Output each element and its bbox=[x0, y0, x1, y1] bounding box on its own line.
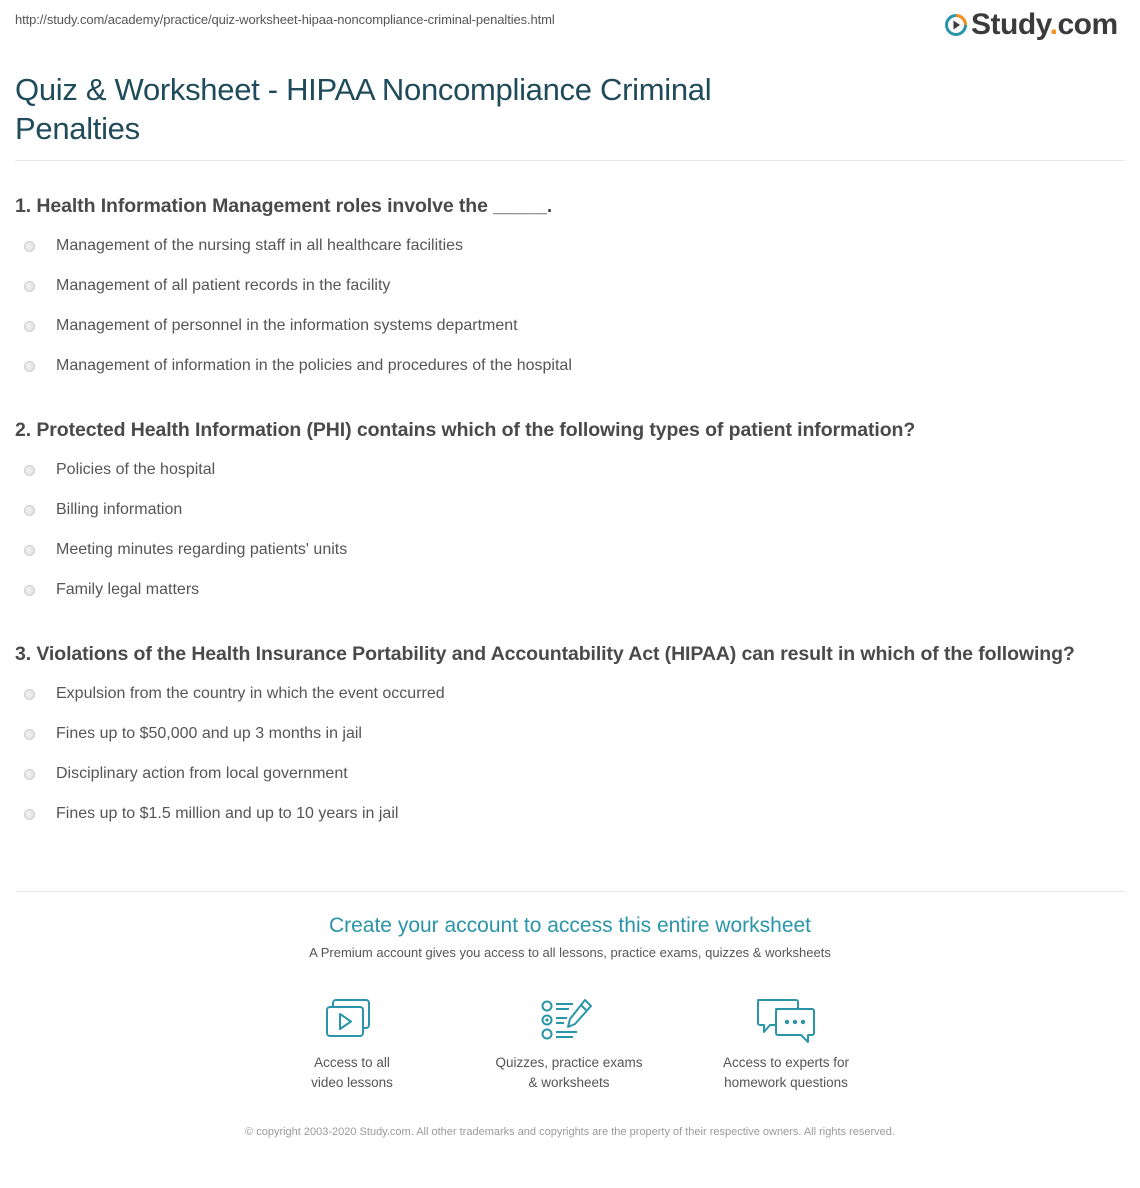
answer-option[interactable] bbox=[15, 346, 1105, 386]
answer-option[interactable] bbox=[15, 490, 1105, 530]
chat-bubbles-icon bbox=[754, 996, 818, 1046]
option-label: Billing information bbox=[56, 501, 183, 518]
logo-name: Study bbox=[971, 8, 1050, 41]
answer-options bbox=[15, 226, 1105, 386]
answer-option[interactable] bbox=[15, 226, 1105, 266]
answer-option[interactable] bbox=[15, 530, 1105, 570]
radio-button[interactable] bbox=[24, 689, 35, 700]
feature-label-line1: Access to all bbox=[314, 1055, 390, 1070]
radio-button[interactable] bbox=[24, 809, 35, 820]
answer-option[interactable] bbox=[15, 306, 1105, 346]
cta-divider bbox=[15, 891, 1125, 892]
option-label: Family legal matters bbox=[56, 581, 200, 598]
logo-dot: . bbox=[1049, 8, 1058, 41]
create-account-link[interactable]: Create your account to access this entire worksheet bbox=[328, 914, 812, 937]
top-bar bbox=[0, 0, 1140, 50]
answer-option[interactable] bbox=[15, 754, 1105, 794]
question-text: 1. Health Information Management roles involve the _____. bbox=[15, 195, 553, 217]
option-label: Policies of the hospital bbox=[56, 461, 216, 478]
option-label: Management of personnel in the information systems department bbox=[56, 317, 518, 334]
title-divider bbox=[15, 160, 1125, 161]
answer-option[interactable] bbox=[15, 674, 1105, 714]
option-label: Fines up to $50,000 and up 3 months in jail bbox=[56, 725, 362, 742]
question-3 bbox=[15, 640, 1105, 834]
radio-button[interactable] bbox=[24, 769, 35, 780]
radio-button[interactable] bbox=[24, 585, 35, 596]
question-2 bbox=[15, 416, 1105, 610]
answer-option[interactable] bbox=[15, 714, 1105, 754]
radio-button[interactable] bbox=[24, 361, 35, 372]
feature-label-line1: Access to experts for bbox=[722, 1055, 850, 1070]
study-logo[interactable] bbox=[944, 8, 1118, 42]
feature-experts bbox=[686, 996, 886, 1093]
feature-label-line1: Quizzes, practice exams bbox=[495, 1055, 643, 1070]
radio-button[interactable] bbox=[24, 729, 35, 740]
video-lessons-icon bbox=[320, 996, 384, 1046]
feature-quizzes bbox=[469, 996, 669, 1093]
question-text: 3. Violations of the Health Insurance Portability and Accountability Act (HIPAA) can result in which of the following? bbox=[15, 643, 1075, 665]
answer-option[interactable] bbox=[15, 450, 1105, 490]
page-title: Quiz & Worksheet - HIPAA Noncompliance Criminal Penalties bbox=[15, 72, 712, 146]
answer-options bbox=[15, 674, 1105, 834]
feature-label-line2: & worksheets bbox=[528, 1075, 610, 1090]
answer-option[interactable] bbox=[15, 266, 1105, 306]
play-circle-icon bbox=[944, 13, 968, 37]
premium-description: A Premium account gives you access to all lessons, practice exams, quizzes & worksheets bbox=[309, 945, 831, 960]
copyright-footer: © copyright 2003-2020 Study.com. All other trademarks and copyrights are the property of their respective owners. All rights reserved. bbox=[245, 1126, 895, 1138]
radio-button[interactable] bbox=[24, 281, 35, 292]
option-label: Meeting minutes regarding patients' units bbox=[56, 541, 348, 558]
answer-option[interactable] bbox=[15, 794, 1105, 834]
question-text: 2. Protected Health Information (PHI) contains which of the following types of patient information? bbox=[15, 419, 916, 441]
feature-label-line2: homework questions bbox=[724, 1075, 848, 1090]
answer-options bbox=[15, 450, 1105, 610]
radio-button[interactable] bbox=[24, 241, 35, 252]
option-label: Management of the nursing staff in all healthcare facilities bbox=[56, 237, 464, 254]
radio-button[interactable] bbox=[24, 545, 35, 556]
answer-option[interactable] bbox=[15, 570, 1105, 610]
quiz-checklist-icon bbox=[537, 996, 601, 1046]
option-label: Expulsion from the country in which the event occurred bbox=[56, 685, 445, 702]
radio-button[interactable] bbox=[24, 465, 35, 476]
logo-suffix: com bbox=[1057, 8, 1118, 41]
radio-button[interactable] bbox=[24, 321, 35, 332]
option-label: Management of all patient records in the facility bbox=[56, 277, 391, 294]
feature-video-lessons bbox=[252, 996, 452, 1093]
radio-button[interactable] bbox=[24, 505, 35, 516]
question-1 bbox=[15, 192, 1105, 386]
feature-label-line2: video lessons bbox=[311, 1075, 393, 1090]
option-label: Disciplinary action from local government bbox=[56, 765, 348, 782]
option-label: Management of information in the policies and procedures of the hospital bbox=[56, 357, 572, 374]
option-label: Fines up to $1.5 million and up to 10 years in jail bbox=[56, 805, 399, 822]
page-url: http://study.com/academy/practice/quiz-worksheet-hipaa-noncompliance-criminal-penalties.html bbox=[15, 12, 555, 27]
